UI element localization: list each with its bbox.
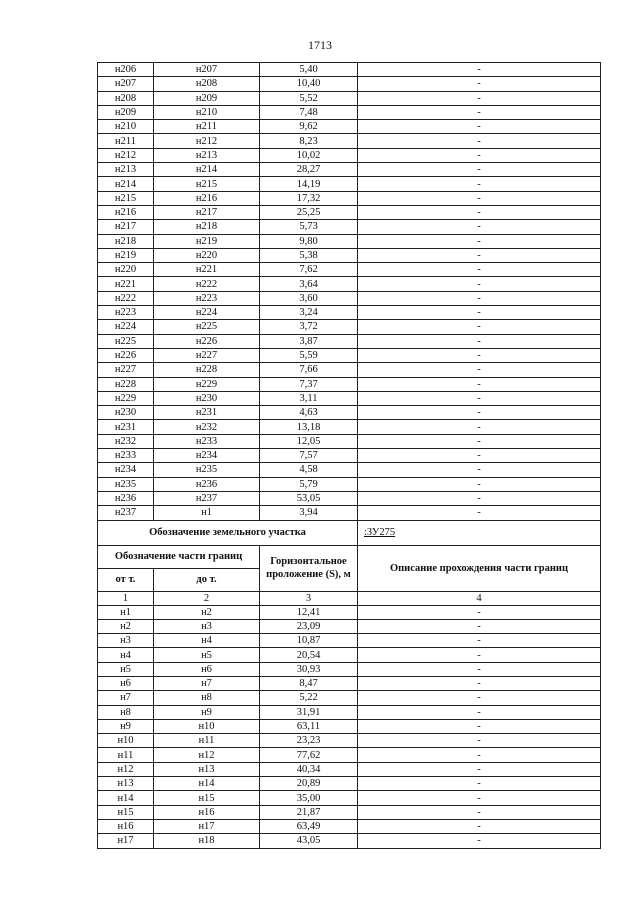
table-row: [98, 391, 601, 405]
from-point: н227: [98, 363, 154, 377]
to-point: н14: [154, 777, 260, 791]
distance: 3,24: [260, 306, 358, 320]
distance: 31,91: [260, 705, 358, 719]
distance: 3,87: [260, 334, 358, 348]
distance: 3,60: [260, 291, 358, 305]
distance: 10,40: [260, 77, 358, 91]
table-row: [98, 91, 601, 105]
table-row: [98, 63, 601, 77]
table-row: [98, 506, 601, 520]
table-row: [98, 220, 601, 234]
from-point: н9: [98, 719, 154, 733]
table-row: [98, 777, 601, 791]
to-point: н227: [154, 348, 260, 362]
distance: 9,80: [260, 234, 358, 248]
page-number: 1713: [308, 38, 332, 52]
to-point: н236: [154, 477, 260, 491]
to-point: н215: [154, 177, 260, 191]
table-row: [98, 619, 601, 633]
table-row: [98, 348, 601, 362]
to-point: н3: [154, 619, 260, 633]
distance: 63,11: [260, 719, 358, 733]
table-row: [98, 805, 601, 819]
to-point: н235: [154, 463, 260, 477]
from-point: н235: [98, 477, 154, 491]
to-point: н213: [154, 148, 260, 162]
description: -: [358, 491, 601, 505]
distance: 7,62: [260, 263, 358, 277]
table-lower-header: [98, 520, 601, 605]
distance: 3,64: [260, 277, 358, 291]
to-point: н208: [154, 77, 260, 91]
from-point: н232: [98, 434, 154, 448]
from-point: н13: [98, 777, 154, 791]
description: -: [358, 377, 601, 391]
to-point: н8: [154, 691, 260, 705]
description: -: [358, 648, 601, 662]
description: -: [358, 777, 601, 791]
table-row: [98, 420, 601, 434]
to-point: н232: [154, 420, 260, 434]
table-row: [98, 77, 601, 91]
distance: 20,89: [260, 777, 358, 791]
description: -: [358, 105, 601, 119]
table-upper-body: [98, 63, 601, 521]
to-point: н6: [154, 662, 260, 676]
table-row: [98, 277, 601, 291]
to-point: н231: [154, 406, 260, 420]
from-point: н2: [98, 619, 154, 633]
to-point: н228: [154, 363, 260, 377]
description: -: [358, 605, 601, 619]
distance: 20,54: [260, 648, 358, 662]
distance: 3,11: [260, 391, 358, 405]
boundary-table: [97, 62, 601, 849]
from-point: н17: [98, 834, 154, 848]
description: -: [358, 148, 601, 162]
description: -: [358, 234, 601, 248]
description: -: [358, 748, 601, 762]
distance: 14,19: [260, 177, 358, 191]
distance: 28,27: [260, 163, 358, 177]
from-point: н1: [98, 605, 154, 619]
distance: 13,18: [260, 420, 358, 434]
distance: 5,79: [260, 477, 358, 491]
distance: 3,72: [260, 320, 358, 334]
from-point: н237: [98, 506, 154, 520]
to-point: н9: [154, 705, 260, 719]
to-point: н18: [154, 834, 260, 848]
table-row: [98, 105, 601, 119]
from-point: н210: [98, 120, 154, 134]
distance: 7,37: [260, 377, 358, 391]
to-point: н1: [154, 506, 260, 520]
to-point: н214: [154, 163, 260, 177]
distance: 8,23: [260, 134, 358, 148]
from-point: н14: [98, 791, 154, 805]
description: -: [358, 719, 601, 733]
from-point: н216: [98, 205, 154, 219]
distance: 25,25: [260, 205, 358, 219]
description: -: [358, 705, 601, 719]
distance: 21,87: [260, 805, 358, 819]
table-row: [98, 819, 601, 833]
distance: 53,05: [260, 491, 358, 505]
from-point: н220: [98, 263, 154, 277]
description: -: [358, 619, 601, 633]
description-header: Описание прохождения части границ: [358, 545, 601, 591]
from-point: н236: [98, 491, 154, 505]
description: -: [358, 506, 601, 520]
distance: 7,66: [260, 363, 358, 377]
table-row: [98, 734, 601, 748]
table-row: [98, 662, 601, 676]
to-point: н218: [154, 220, 260, 234]
from-point: н228: [98, 377, 154, 391]
distance: 5,73: [260, 220, 358, 234]
distance: 5,52: [260, 91, 358, 105]
from-point: н8: [98, 705, 154, 719]
description: -: [358, 449, 601, 463]
description: -: [358, 791, 601, 805]
from-point: н226: [98, 348, 154, 362]
description: -: [358, 334, 601, 348]
distance: 30,93: [260, 662, 358, 676]
to-point: н209: [154, 91, 260, 105]
distance: 9,62: [260, 120, 358, 134]
to-point: н207: [154, 63, 260, 77]
table-row: [98, 762, 601, 776]
description: -: [358, 734, 601, 748]
description: -: [358, 477, 601, 491]
to-point: н2: [154, 605, 260, 619]
to-point: н220: [154, 248, 260, 262]
description: -: [358, 177, 601, 191]
description: -: [358, 834, 601, 848]
from-point: н3: [98, 634, 154, 648]
distance: 4,58: [260, 463, 358, 477]
description: -: [358, 463, 601, 477]
description: -: [358, 320, 601, 334]
description: -: [358, 63, 601, 77]
from-point: н208: [98, 91, 154, 105]
land-plot-code: :ЗУ275: [358, 520, 601, 545]
table-row: [98, 463, 601, 477]
from-point: н206: [98, 63, 154, 77]
to-point: н16: [154, 805, 260, 819]
table-row: [98, 834, 601, 848]
description: -: [358, 120, 601, 134]
table-row: [98, 477, 601, 491]
to-point: н13: [154, 762, 260, 776]
distance: 5,22: [260, 691, 358, 705]
description: -: [358, 205, 601, 219]
from-point: н229: [98, 391, 154, 405]
table-row: [98, 134, 601, 148]
table-row: [98, 491, 601, 505]
from-point: н5: [98, 662, 154, 676]
table-row: [98, 449, 601, 463]
to-point: н229: [154, 377, 260, 391]
distance: 10,02: [260, 148, 358, 162]
from-point: н15: [98, 805, 154, 819]
from-point: н209: [98, 105, 154, 119]
horizontal-header: Горизонтальное проложение (S), м: [260, 545, 358, 591]
distance: 3,94: [260, 506, 358, 520]
from-header: от т.: [98, 568, 154, 591]
table-row: [98, 334, 601, 348]
from-point: н214: [98, 177, 154, 191]
boundary-parts-header: Обозначение части границ: [98, 545, 260, 568]
description: -: [358, 348, 601, 362]
table-row: [98, 363, 601, 377]
description: -: [358, 691, 601, 705]
distance: 63,49: [260, 819, 358, 833]
table-row: [98, 634, 601, 648]
to-point: н216: [154, 191, 260, 205]
to-point: н230: [154, 391, 260, 405]
distance: 12,41: [260, 605, 358, 619]
from-point: н7: [98, 691, 154, 705]
table-row: [98, 263, 601, 277]
from-point: н225: [98, 334, 154, 348]
table-row: [98, 719, 601, 733]
description: -: [358, 634, 601, 648]
to-point: н7: [154, 676, 260, 690]
to-point: н221: [154, 263, 260, 277]
distance: 5,59: [260, 348, 358, 362]
distance: 7,48: [260, 105, 358, 119]
table-row: [98, 676, 601, 690]
table-row: [98, 320, 601, 334]
description: -: [358, 291, 601, 305]
from-point: н10: [98, 734, 154, 748]
land-plot-label: Обозначение земельного участка: [98, 520, 358, 545]
to-header: до т.: [154, 568, 260, 591]
table-row: [98, 605, 601, 619]
distance: 43,05: [260, 834, 358, 848]
description: -: [358, 277, 601, 291]
to-point: н233: [154, 434, 260, 448]
distance: 10,87: [260, 634, 358, 648]
to-point: н226: [154, 334, 260, 348]
distance: 35,00: [260, 791, 358, 805]
from-point: н231: [98, 420, 154, 434]
distance: 40,34: [260, 762, 358, 776]
description: -: [358, 134, 601, 148]
description: -: [358, 434, 601, 448]
col-num: 2: [154, 591, 260, 605]
description: -: [358, 391, 601, 405]
to-point: н234: [154, 449, 260, 463]
table-row: [98, 406, 601, 420]
to-point: н15: [154, 791, 260, 805]
description: -: [358, 420, 601, 434]
description: -: [358, 248, 601, 262]
distance: 12,05: [260, 434, 358, 448]
description: -: [358, 77, 601, 91]
table-row: [98, 248, 601, 262]
distance: 4,63: [260, 406, 358, 420]
to-point: н212: [154, 134, 260, 148]
from-point: н4: [98, 648, 154, 662]
table-row: [98, 191, 601, 205]
from-point: н12: [98, 762, 154, 776]
table-lower-body: [98, 605, 601, 848]
distance: 5,38: [260, 248, 358, 262]
from-point: н219: [98, 248, 154, 262]
to-point: н222: [154, 277, 260, 291]
table-row: [98, 177, 601, 191]
description: -: [358, 91, 601, 105]
table-row: [98, 234, 601, 248]
table-row: [98, 791, 601, 805]
from-point: н224: [98, 320, 154, 334]
to-point: н10: [154, 719, 260, 733]
to-point: н12: [154, 748, 260, 762]
from-point: н233: [98, 449, 154, 463]
description: -: [358, 220, 601, 234]
to-point: н5: [154, 648, 260, 662]
table-row: [98, 306, 601, 320]
from-point: н211: [98, 134, 154, 148]
table-row: [98, 148, 601, 162]
description: -: [358, 762, 601, 776]
description: -: [358, 819, 601, 833]
to-point: н223: [154, 291, 260, 305]
to-point: н225: [154, 320, 260, 334]
table-row: [98, 291, 601, 305]
table-row: [98, 705, 601, 719]
table-row: [98, 691, 601, 705]
from-point: н215: [98, 191, 154, 205]
table-row: [98, 163, 601, 177]
distance: 7,57: [260, 449, 358, 463]
from-point: н221: [98, 277, 154, 291]
description: -: [358, 191, 601, 205]
to-point: н219: [154, 234, 260, 248]
from-point: н223: [98, 306, 154, 320]
from-point: н218: [98, 234, 154, 248]
from-point: н217: [98, 220, 154, 234]
col-num: 3: [260, 591, 358, 605]
from-point: н207: [98, 77, 154, 91]
to-point: н11: [154, 734, 260, 748]
from-point: н16: [98, 819, 154, 833]
table-row: [98, 205, 601, 219]
from-point: н234: [98, 463, 154, 477]
description: -: [358, 805, 601, 819]
distance: 8,47: [260, 676, 358, 690]
distance: 23,09: [260, 619, 358, 633]
to-point: н210: [154, 105, 260, 119]
to-point: н211: [154, 120, 260, 134]
from-point: н222: [98, 291, 154, 305]
distance: 5,40: [260, 63, 358, 77]
to-point: н217: [154, 205, 260, 219]
to-point: н224: [154, 306, 260, 320]
to-point: н237: [154, 491, 260, 505]
to-point: н4: [154, 634, 260, 648]
from-point: н213: [98, 163, 154, 177]
description: -: [358, 406, 601, 420]
description: -: [358, 676, 601, 690]
table-row: [98, 377, 601, 391]
from-point: н6: [98, 676, 154, 690]
distance: 17,32: [260, 191, 358, 205]
table-row: [98, 434, 601, 448]
from-point: н212: [98, 148, 154, 162]
col-num: 1: [98, 591, 154, 605]
col-num: 4: [358, 591, 601, 605]
description: -: [358, 263, 601, 277]
description: -: [358, 163, 601, 177]
to-point: н17: [154, 819, 260, 833]
description: -: [358, 662, 601, 676]
from-point: н11: [98, 748, 154, 762]
distance: 23,23: [260, 734, 358, 748]
description: -: [358, 306, 601, 320]
table-row: [98, 120, 601, 134]
from-point: н230: [98, 406, 154, 420]
description: -: [358, 363, 601, 377]
table-row: [98, 748, 601, 762]
table-row: [98, 648, 601, 662]
distance: 77,62: [260, 748, 358, 762]
